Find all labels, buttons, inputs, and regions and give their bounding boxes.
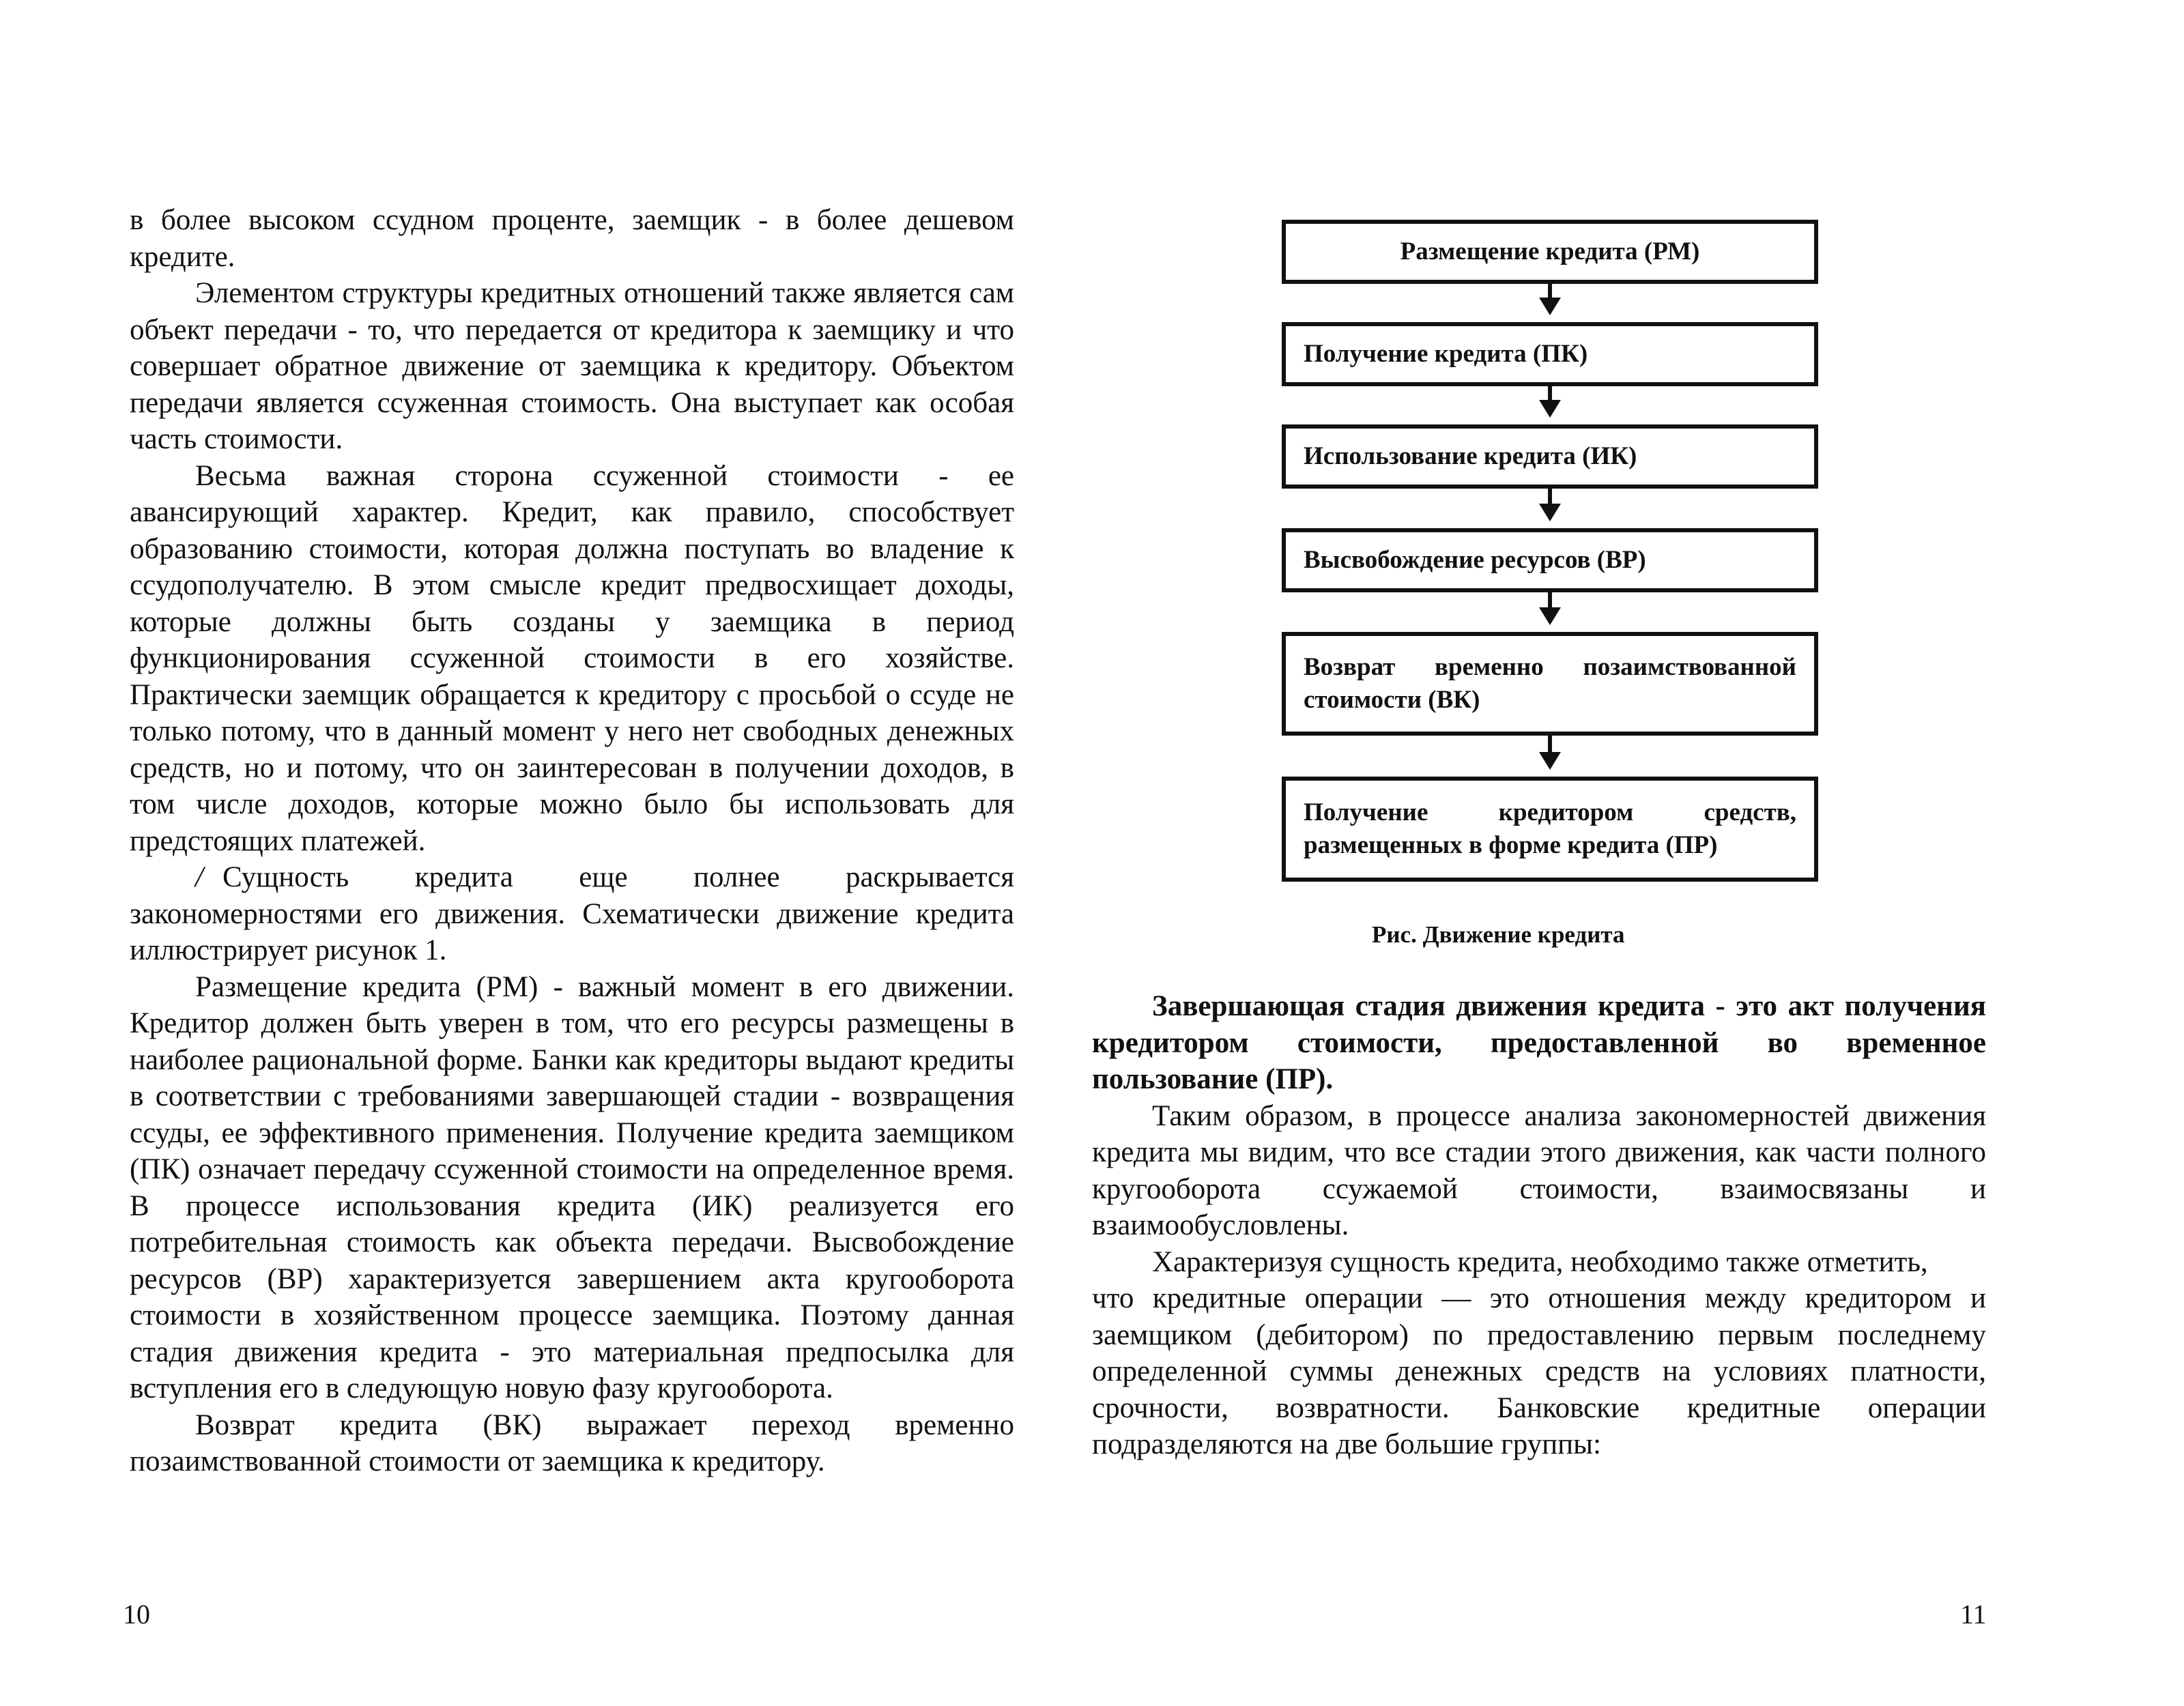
flow-box-release: [1282, 528, 1818, 592]
flow-box-use: [1282, 424, 1818, 489]
paragraph-characterize-line-1: Характеризуя сущность кредита, необходимо также отметить,: [1152, 1245, 1928, 1278]
bold-paragraph-line-3: пользование (ПР).: [1092, 1063, 1334, 1095]
paragraph-summary: Таким образом, в процессе анализа закономерностей движения кредита мы видим, что все стадии этого движения, как части полного кругооборота ссужаемой стоимости, взаимосвязаны и взаимообусловлены.: [1092, 1099, 1986, 1241]
flow-box-repayment: [1282, 777, 1818, 882]
flow-box-return: [1282, 632, 1818, 736]
flow-box-repayment-label: Получение кредитором средств, размещенных в форме кредита (ПР): [1304, 798, 1796, 859]
flow-box-receipt: [1282, 322, 1818, 386]
paragraph-4: [130, 859, 1014, 969]
paragraph-3: Весьма важная сторона ссуженной стоимости - ее авансирующий характер. Кредит, как правило, способствует образованию стоимости, которая должна поступать во владение к ссудополучателю. В этом смысле кредит предвосхищает доходы, которые должны быть созданы у заемщика в период функционирования ссуженной стоимости в его хозяйстве. Практически заемщик обращается к кредитору с просьбой о ссуде не только потому, что в данный момент у него нет свободных денежных средств, но и потому, что он заинтересован в получении доходов, в том числе доходов, которые можно было бы использовать для предстоящих платежей.: [130, 459, 1014, 857]
paragraph-6: Возврат кредита (ВК) выражает переход временно позаимствованной стоимости от заемщика к кредитору.: [130, 1408, 1014, 1477]
right-page: [1092, 0, 2184, 1706]
figure-caption: Рис. Движение кредита: [1372, 921, 1625, 948]
flow-box-use-label: Использование кредита (ИК): [1304, 442, 1637, 470]
flow-box-return-label: Возврат временно позаимствованной стоимости (ВК): [1304, 653, 1796, 714]
bold-paragraph-line-2: кредитором стоимости, предоставленной во временное: [1092, 1026, 1986, 1059]
paragraph-2: Элементом структуры кредитных отношений также является сам объект передачи - то, что передается от кредитора к заемщику и что совершает обратное движение от заемщика к кредитору. Объектом передачи является ссуженная стоимость. Она выступает как особая часть стоимости.: [130, 277, 1014, 455]
page-number-right: 11: [1960, 1599, 1987, 1630]
margin-mark: /: [195, 861, 203, 893]
flow-box-release-label: Высвобождение ресурсов (ВР): [1304, 546, 1646, 574]
page-number-left: 10: [123, 1599, 150, 1630]
bold-paragraph-line-1: Завершающая стадия движения кредита - это акт получения: [1152, 990, 1986, 1022]
paragraph-1: в более высоком ссудном проценте, заемщик - в более дешевом кредите.: [130, 204, 1014, 273]
credit-flowchart: [1282, 220, 1828, 882]
paragraph-4-text: Сущность кредита еще полнее раскрывается закономерностями его движения. Схематически движение кредита иллюстрирует рисунок 1.: [130, 861, 1014, 966]
right-text-column: [1092, 988, 1986, 1463]
flow-box-placement: [1282, 220, 1818, 284]
flow-box-placement-label: Размещение кредита (РМ): [1400, 237, 1700, 265]
left-text-column: [130, 202, 1014, 1480]
flow-box-receipt-label: Получение кредита (ПК): [1304, 340, 1588, 368]
paragraph-5: Размещение кредита (РМ) - важный момент в его движении. Кредитор должен быть уверен в том, что его ресурсы размещены в наиболее рациональной форме. Банки как кредиторы выдают кредиты в соответствии с требованиями завершающей стадии - возвращения ссуды, ее эффективного применения. Получение кредита заемщиком (ПК) означает передачу ссуженной стоимости на определенное время. В процессе использования кредита (ИК) реализуется его потребительная стоимость как объекта передачи. Высвобождение ресурсов (ВР) характеризуется завершением акта кругооборота стоимости в хозяйственном процессе заемщика. Поэтому данная стадия движения кредита - это материальная предпосылка для вступления его в следующую новую фазу кругооборота.: [130, 970, 1014, 1404]
paragraph-characterize-rest: что кредитные операции — это отношения между кредитором и заемщиком (дебитором) по предоставлению первым последнему определенной суммы денежных средств на условиях платности, срочности, возвратности. Банковские кредитные операции подразделяются на две большие группы:: [1092, 1282, 1986, 1460]
